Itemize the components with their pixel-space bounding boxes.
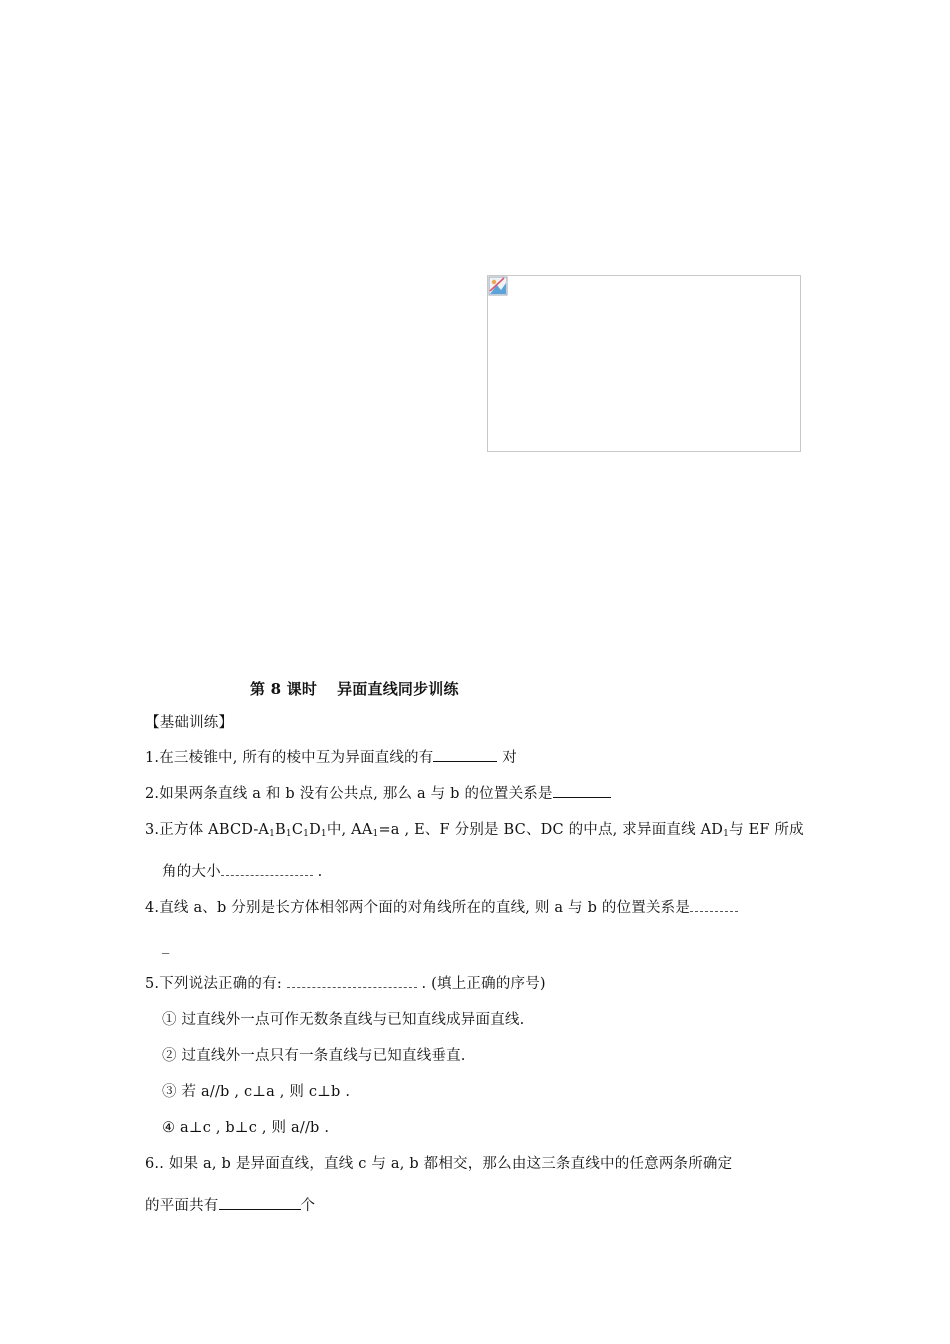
question-1: 1.在三棱锥中, 所有的棱中互为异面直线的有 对 (145, 746, 517, 767)
answer-blank-5[interactable] (287, 973, 417, 988)
figure-placeholder (487, 275, 801, 452)
broken-image-icon (488, 276, 508, 296)
question-4-cont: _ (162, 938, 170, 954)
question-6: 6.. 如果 a, b 是异面直线，直线 c 与 a, b 都相交，那么由这三条直线中的任意两条所确定 (145, 1156, 733, 1172)
lesson-number: 第 8 课时 (250, 680, 318, 698)
section-heading: 【基础训练】 (145, 715, 234, 731)
question-4: 4.直线 a、b 分别是长方体相邻两个面的对角线所在的直线, 则 a 与 b 的位置关系是 (145, 896, 738, 917)
option-4: ④ a⊥c , b⊥c , 则 a//b . (162, 1120, 330, 1136)
answer-blank-4[interactable] (690, 897, 738, 912)
option-2: ② 过直线外一点只有一条直线与已知直线垂直. (162, 1048, 466, 1064)
answer-blank-3[interactable] (221, 861, 313, 876)
lesson-topic: 异面直线同步训练 (337, 680, 459, 698)
option-3: ③ 若 a//b , c⊥a , 则 c⊥b . (162, 1084, 351, 1100)
answer-blank-2[interactable] (553, 783, 611, 798)
question-6-cont: 的平面共有 个 (145, 1194, 315, 1215)
question-3-cont: 角的大小 . (162, 860, 322, 881)
lesson-title (250, 678, 459, 699)
question-5: 5.下列说法正确的有: . (填上正确的序号) (145, 972, 546, 993)
question-2: 2.如果两条直线 a 和 b 没有公共点, 那么 a 与 b 的位置关系是 (145, 782, 611, 803)
question-3: 3.正方体 ABCD-$A_1B_1C_1D_1$中, $AA_1=a$ , E、F 分别是 BC、DC 的中点, 求异面直线 $AD_1$与 EF 所成 (145, 822, 804, 839)
option-1: ① 过直线外一点可作无数条直线与已知直线成异面直线. (162, 1012, 525, 1028)
answer-blank-1[interactable] (433, 747, 497, 762)
answer-blank-6[interactable] (219, 1195, 301, 1210)
